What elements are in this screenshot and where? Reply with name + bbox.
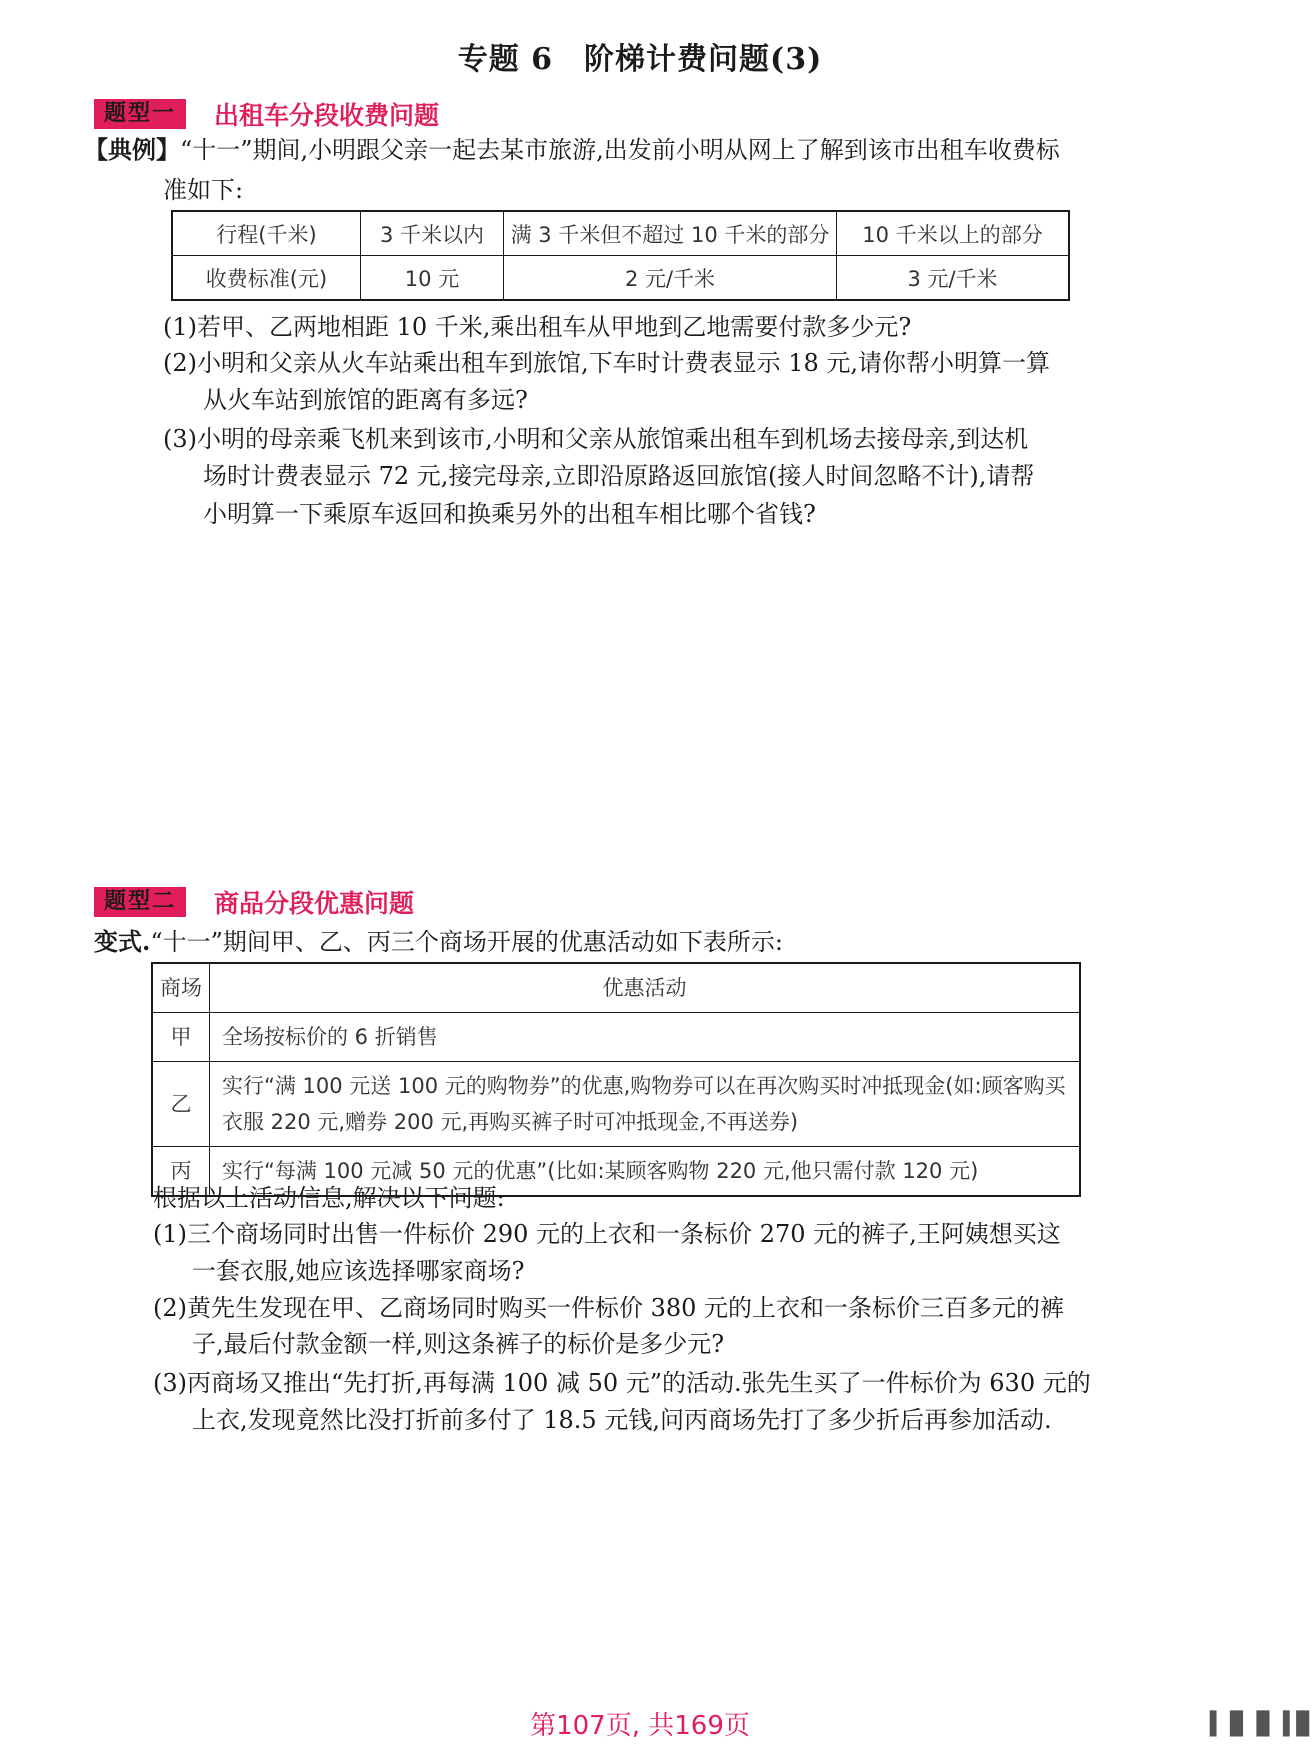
table-cell: 优惠活动	[210, 963, 1081, 1013]
section-2-tag: 题型二	[94, 887, 186, 917]
promotion-line: 实行“满 100 元送 100 元的购物券”的优惠,购物券可以在再次购买时冲抵现金(如:顾客购买	[222, 1074, 1066, 1098]
store-name-cell: 甲	[152, 1013, 210, 1062]
store-name-cell: 乙	[152, 1062, 210, 1147]
promotion-header-row	[152, 963, 1080, 1013]
question-3-continued-1: 场时计费表显示 72 元,接完母亲,立即沿原路返回旅馆(接人时间忽略不计),请帮	[203, 462, 1035, 490]
example-intro	[84, 133, 1060, 167]
promotion-row-yi	[152, 1062, 1080, 1147]
table-cell: 10 千米以上的部分	[837, 211, 1070, 256]
promotion-cell	[210, 1062, 1081, 1147]
question-1: (1)三个商场同时出售一件标价 290 元的上衣和一条标价 270 元的裤子,王阿姨想买这	[153, 1220, 1061, 1248]
section-1-title: 出租车分段收费问题	[214, 101, 440, 130]
table-cell: 10 元	[361, 256, 504, 301]
question-3-continued-2: 小明算一下乘原车返回和换乘另外的出租车相比哪个省钱?	[203, 500, 816, 528]
variant-label: 变式.	[94, 927, 151, 956]
section-2-heading	[94, 885, 414, 919]
table-cell: 满 3 千米但不超过 10 千米的部分	[504, 211, 837, 256]
question-2-continued: 从火车站到旅馆的距离有多远?	[203, 386, 528, 414]
promotion-line: 衣服 220 元,赠券 200 元,再购买裤子时可冲抵现金,不再送券)	[222, 1110, 799, 1134]
page-indicator: 第107页, 共169页	[530, 1711, 750, 1741]
store-name-cell: 丙	[152, 1147, 210, 1197]
question-1-continued: 一套衣服,她应该选择哪家商场?	[192, 1257, 525, 1285]
section-2-title: 商品分段优惠问题	[214, 889, 415, 918]
taxi-fare-value-row	[172, 256, 1069, 301]
example-intro-continued: 准如下:	[163, 176, 244, 204]
page-title: 专题 6 阶梯计费问题(3)	[457, 42, 823, 77]
example-intro-text: “十一”期间,小明跟父亲一起去某市旅游,出发前小明从网上了解到该市出租车收费标	[180, 136, 1060, 164]
table-cell: 2 元/千米	[504, 256, 837, 301]
variant-intro	[94, 925, 783, 959]
section-1-tag: 题型一	[94, 99, 186, 129]
taxi-fare-header-row	[172, 211, 1069, 256]
store-promotion-table	[151, 962, 1081, 1197]
question-3: (3)小明的母亲乘飞机来到该市,小明和父亲从旅馆乘出租车到机场去接母亲,到达机	[163, 425, 1029, 453]
question-3: (3)丙商场又推出“先打折,再每满 100 减 50 元”的活动.张先生买了一件标价为 630 元的	[153, 1369, 1091, 1397]
question-1: (1)若甲、乙两地相距 10 千米,乘出租车从甲地到乙地需要付款多少元?	[163, 313, 912, 341]
question-2: (2)小明和父亲从火车站乘出租车到旅馆,下车时计费表显示 18 元,请你帮小明算一算	[163, 349, 1051, 377]
promotion-cell: 实行“每满 100 元减 50 元的优惠”(比如:某顾客购物 220 元,他只需付款 120 元)	[210, 1147, 1081, 1197]
table-cell: 商场	[152, 963, 210, 1013]
table-cell: 行程(千米)	[172, 211, 361, 256]
sheet-edge-mark: ▌▐▌▐▌▐▐▌	[1210, 1712, 1316, 1737]
question-2-continued: 子,最后付款金额一样,则这条裤子的标价是多少元?	[192, 1330, 725, 1358]
questions-lead: 根据以上活动信息,解决以下问题:	[153, 1184, 505, 1212]
example-label: 【典例】	[84, 135, 180, 164]
promotion-cell: 全场按标价的 6 折销售	[210, 1013, 1081, 1062]
promotion-row-jia	[152, 1013, 1080, 1062]
variant-intro-text: “十一”期间甲、乙、丙三个商场开展的优惠活动如下表所示:	[150, 928, 783, 956]
question-2: (2)黄先生发现在甲、乙商场同时购买一件标价 380 元的上衣和一条标价三百多元的裤	[153, 1294, 1065, 1322]
question-3-continued: 上衣,发现竟然比没打折前多付了 18.5 元钱,问丙商场先打了多少折后再参加活动.	[192, 1406, 1052, 1434]
table-cell: 3 元/千米	[837, 256, 1070, 301]
taxi-fare-table	[171, 210, 1070, 301]
section-1-heading	[94, 97, 439, 131]
table-cell: 收费标准(元)	[172, 256, 361, 301]
table-cell: 3 千米以内	[361, 211, 504, 256]
